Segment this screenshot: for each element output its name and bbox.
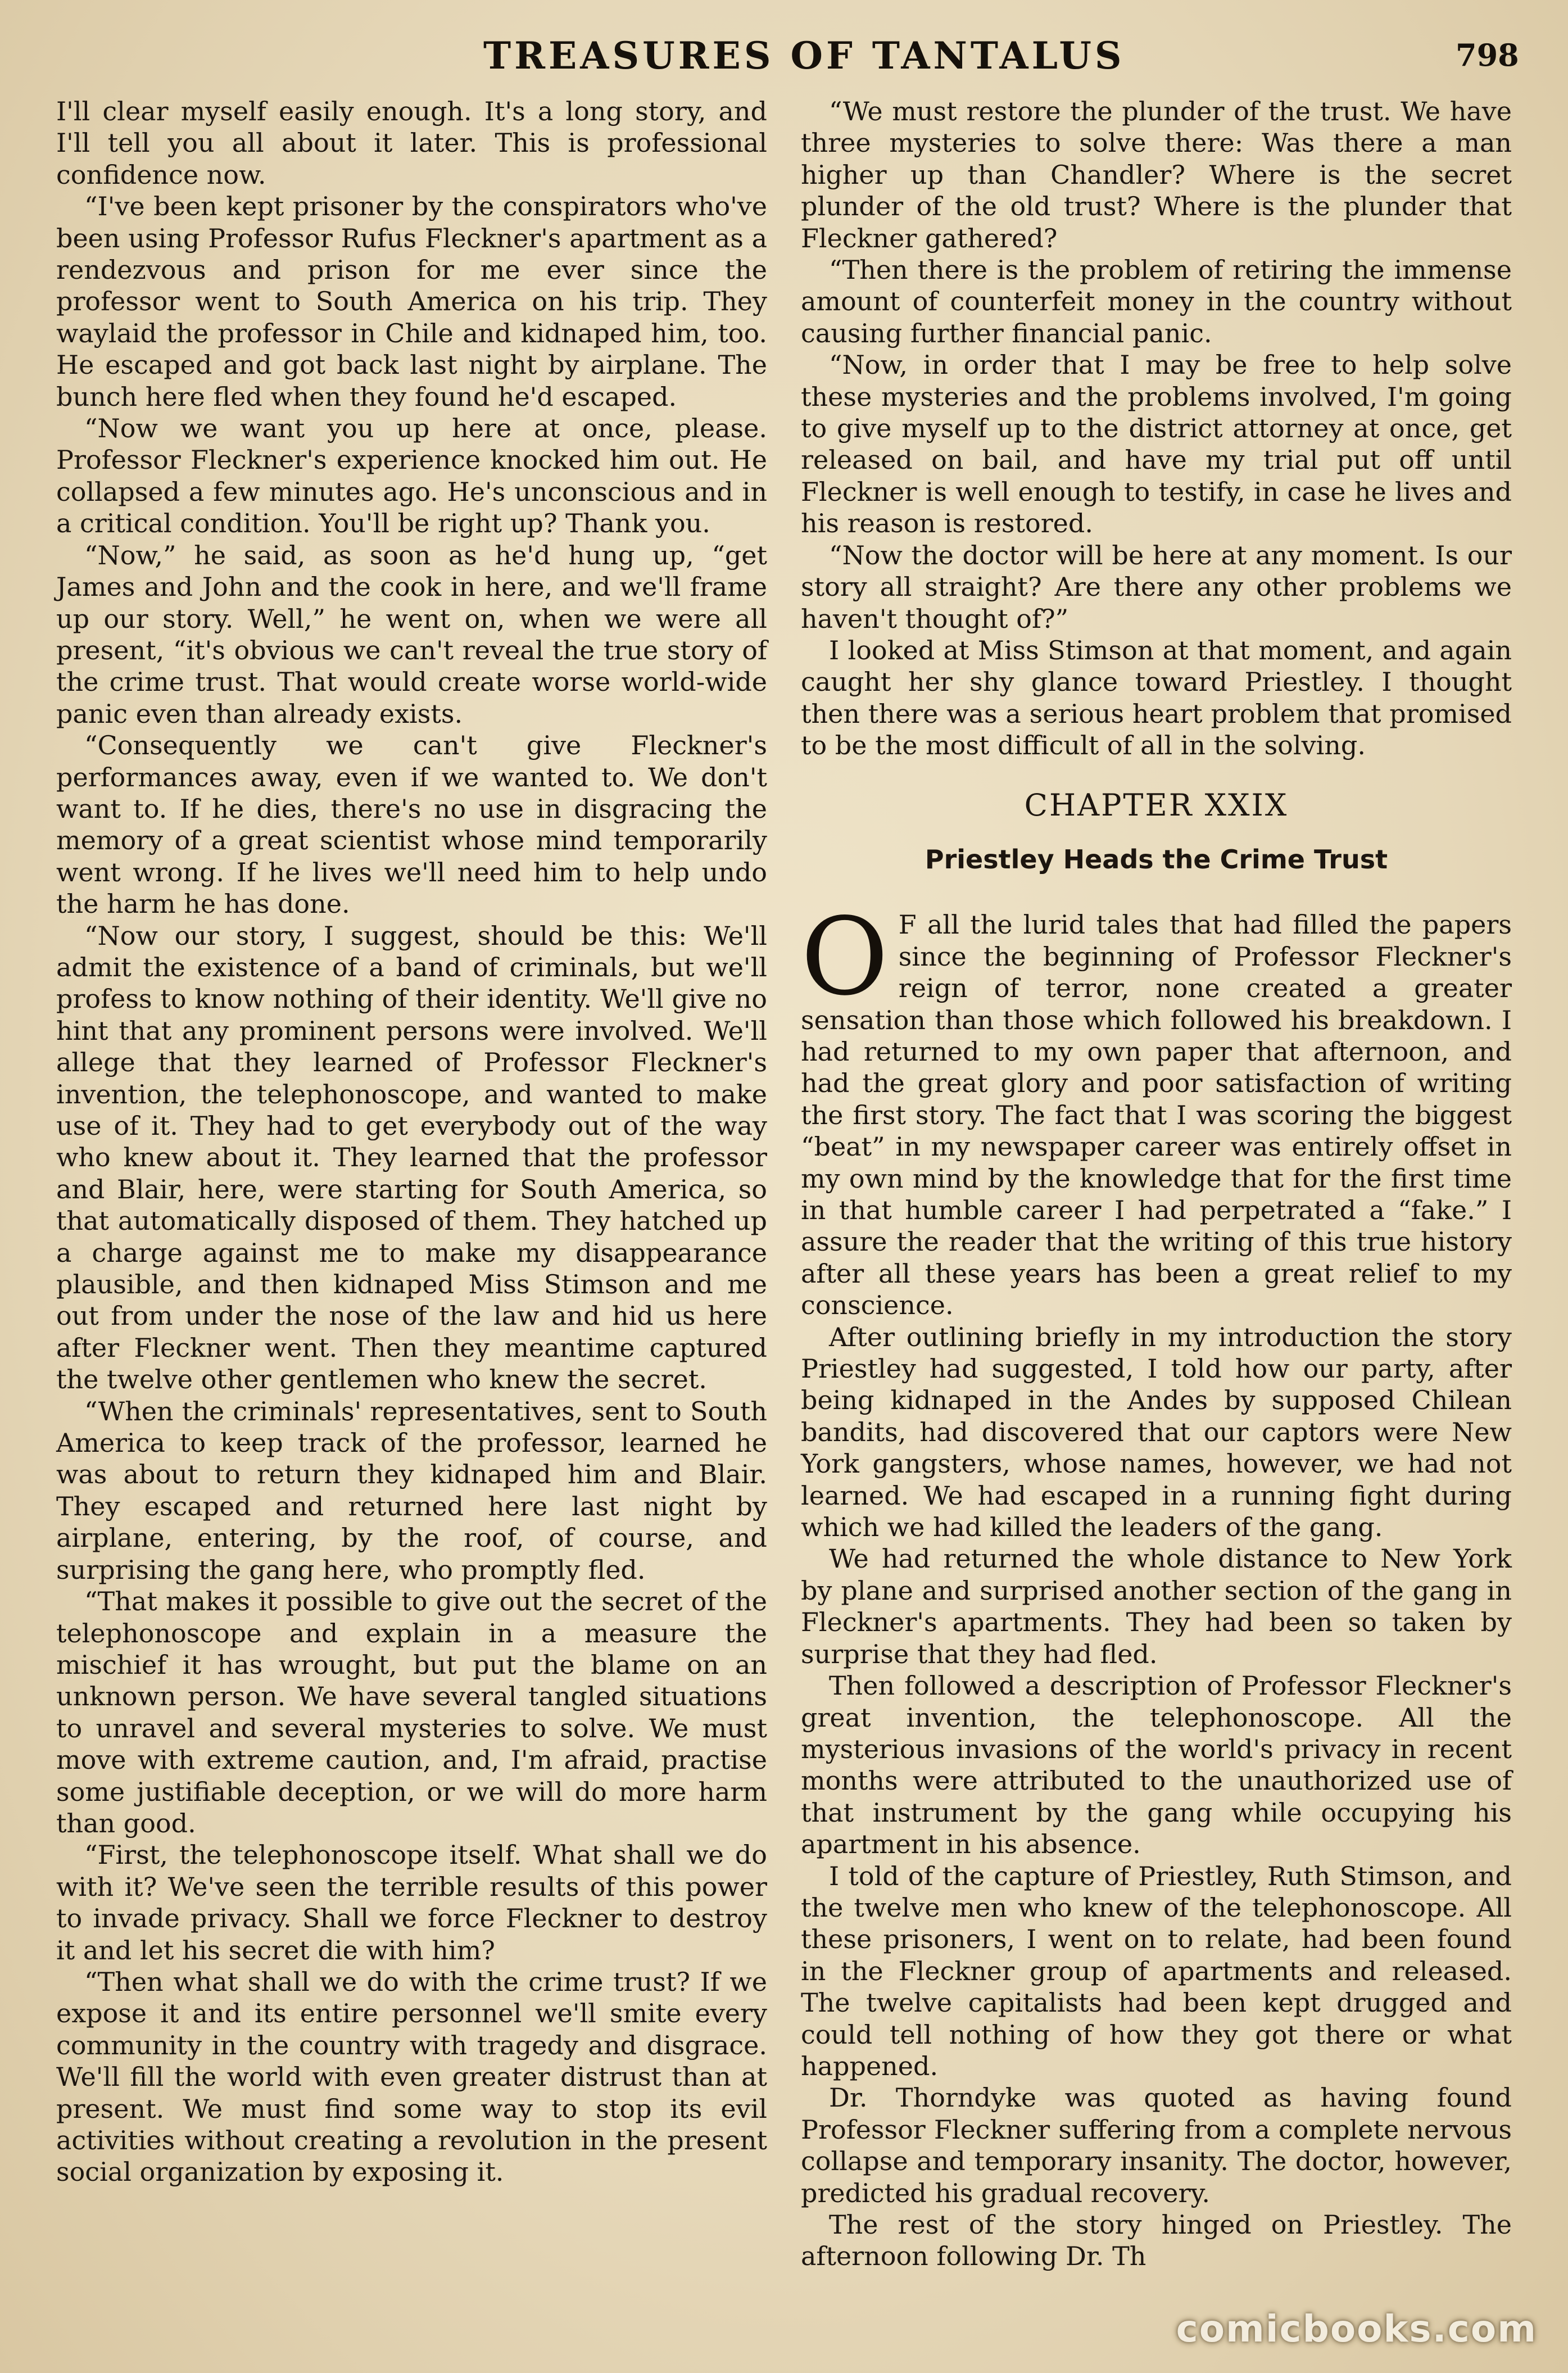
chapter-opening-paragraph <box>801 895 1512 1321</box>
paragraph: “Then there is the problem of retiring the immense amount of counterfeit money in the country without causing further financial panic. <box>801 255 1512 348</box>
paragraph: “I've been kept prisoner by the conspirators who've been using Professor Rufus Fleckner's apartment as a rendezvous and prison for me ever since the professor went to South America on his trip. They waylaid the professor in Chile and kidnaped him, too. He escaped and got back last night by airplane. The bunch here fled when they found he'd escaped. <box>56 191 767 412</box>
paragraph: “First, the telephonoscope itself. What shall we do with it? We've seen the terrible results of this power to invade privacy. Shall we force Fleckner to destroy it and let his secret die with him? <box>56 1840 767 1966</box>
paragraph: We had returned the whole distance to New York by plane and surprised another section of the gang in Fleckner's apartments. They had been so taken by surprise that they had fled. <box>801 1543 1512 1669</box>
paragraph: I'll clear myself easily enough. It's a long story, and I'll tell you all about it later. This is professional confidence now. <box>56 96 767 190</box>
paragraph: “Now our story, I suggest, should be this: We'll admit the existence of a band of criminals, but we'll profess to know nothing of their identity. We'll give no hint that any prominent persons were involved. We'll allege that they learned of Professor Fleckner's invention, the telephonoscope, and wanted to make use of it. They had to get everybody out of the way who knew about it. They learned that the professor and Blair, here, were starting for South America, so that automatically disposed of them. They hatched up a charge against me to make my disappearance plausible, and then kidnaped Miss Stimson and me out from under the nose of the law and hid us here after Fleckner went. Then they meantime captured the twelve other gentlemen who knew the secret. <box>56 920 767 1395</box>
paragraph: “We must restore the plunder of the trust. We have three mysteries to solve there: Was there a man higher up than Chandler? Where is the secret plunder of the old trust? Where is the plunder that Fleckner gathered? <box>801 96 1512 253</box>
paragraph: Dr. Thorndyke was quoted as having found Professor Fleckner suffering from a complete nervous collapse and temporary insanity. The doctor, however, predicted his gradual recovery. <box>801 2082 1512 2208</box>
paragraph: “When the criminals' representatives, sent to South America to keep track of the professor, learned he was about to return they kidnaped him and Blair. They escaped and returned here last night by airplane, entering, by the roof, of course, and surprising the gang here, who promptly fled. <box>56 1396 767 1585</box>
paragraph: I told of the capture of Priestley, Ruth Stimson, and the twelve men who knew of the telephonoscope. All these prisoners, I went on to relate, had been found in the Fleckner group of apartments and released. The twelve capitalists had been kept drugged and could tell nothing of how they got there or what happened. <box>801 1860 1512 2081</box>
chapter-heading: CHAPTER XXIX <box>1024 787 1289 823</box>
paragraph: I looked at Miss Stimson at that moment, and again caught her shy glance toward Priestley. I thought then there was a serious heart problem that promised to be the most difficult of all in the solving. <box>801 635 1512 761</box>
right-column <box>801 96 1512 2272</box>
running-title: TREASURES OF TANTALUS <box>483 34 1125 78</box>
paragraph: Then followed a description of Professor Fleckner's great invention, the telephonoscope. All the mysterious invasions of the world's privacy in recent months were attributed to the unauthorized use of that instrument by the gang while occupying his apartment in his absence. <box>801 1670 1512 1860</box>
paragraph: “Then what shall we do with the crime trust? If we expose it and its entire personnel we'll smite every community in the country with tragedy and disgrace. We'll fill the world with even greater distrust than at present. We must find some way to stop its evil activities without creating a revolution in the present social organization by exposing it. <box>56 1966 767 2188</box>
paragraph: “That makes it possible to give out the secret of the telephonoscope and explain in a measure the mischief it has wrought, but put the blame on an unknown person. We have several tangled situations to unravel and several mysteries to solve. We must move with extreme caution, and, I'm afraid, practise some justifiable deception, or we will do more harm than good. <box>56 1586 767 1838</box>
page-header <box>0 34 1568 84</box>
paragraph: The rest of the story hinged on Priestley. The afternoon following Dr. Th <box>801 2209 1512 2272</box>
drop-cap: O <box>801 895 889 1020</box>
paragraph: “Now, in order that I may be free to help solve these mysteries and the problems involved, I'm going to give myself up to the district attorney at once, get released on bail, and have my trial put off until Fleckner is well enough to testify, in case he lives and his reason is restored. <box>801 350 1512 539</box>
page-number: 798 <box>1456 37 1519 73</box>
chapter-subtitle: Priestley Heads the Crime Trust <box>925 844 1388 875</box>
paragraph: After outlining briefly in my introduction the story Priestley had suggested, I told how our party, after being kidnaped in the Andes by supposed Chilean bandits, had discovered that our captors were New York gangsters, whose names, however, we had not learned. We had escaped in a running fight during which we had killed the leaders of the gang. <box>801 1321 1512 1543</box>
opening-text: F all the lurid tales that had filled the papers since the beginning of Professor Fleckner's reign of terror, none created a greater sensation than those which followed his breakdown. I had returned to my own paper that afternoon, and had the great glory and poor satisfaction of writing the first story. The fact that I was scoring the biggest “beat” in my newspaper career was entirely offset in my own mind by the knowledge that for the first time in that humble career I had perpetrated a “fake.” I assure the reader that the writing of this true history after all these years has been a great relief to my conscience. <box>801 909 1512 1321</box>
paragraph: “Now we want you up here at once, please. Professor Fleckner's experience knocked him out. He collapsed a few minutes ago. He's unconscious and in a critical condition. You'll be right up? Thank you. <box>56 413 767 539</box>
paragraph: “Consequently we can't give Fleckner's performances away, even if we wanted to. We don't want to. If he dies, there's no use in disgracing the memory of a great scientist whose mind temporarily went wrong. If he lives we'll need him to help undo the harm he has done. <box>56 730 767 920</box>
site-watermark: comicbooks.com <box>1176 2307 1537 2351</box>
left-column <box>56 96 767 2188</box>
paragraph: “Now the doctor will be here at any moment. Is our story all straight? Are there any other problems we haven't thought of?” <box>801 540 1512 634</box>
paragraph: “Now,” he said, as soon as he'd hung up, “get James and John and the cook in here, and we'll frame up our story. Well,” he went on, when we were all present, “it's obvious we can't reveal the true story of the crime trust. That would create worse world-wide panic even than already exists. <box>56 540 767 729</box>
